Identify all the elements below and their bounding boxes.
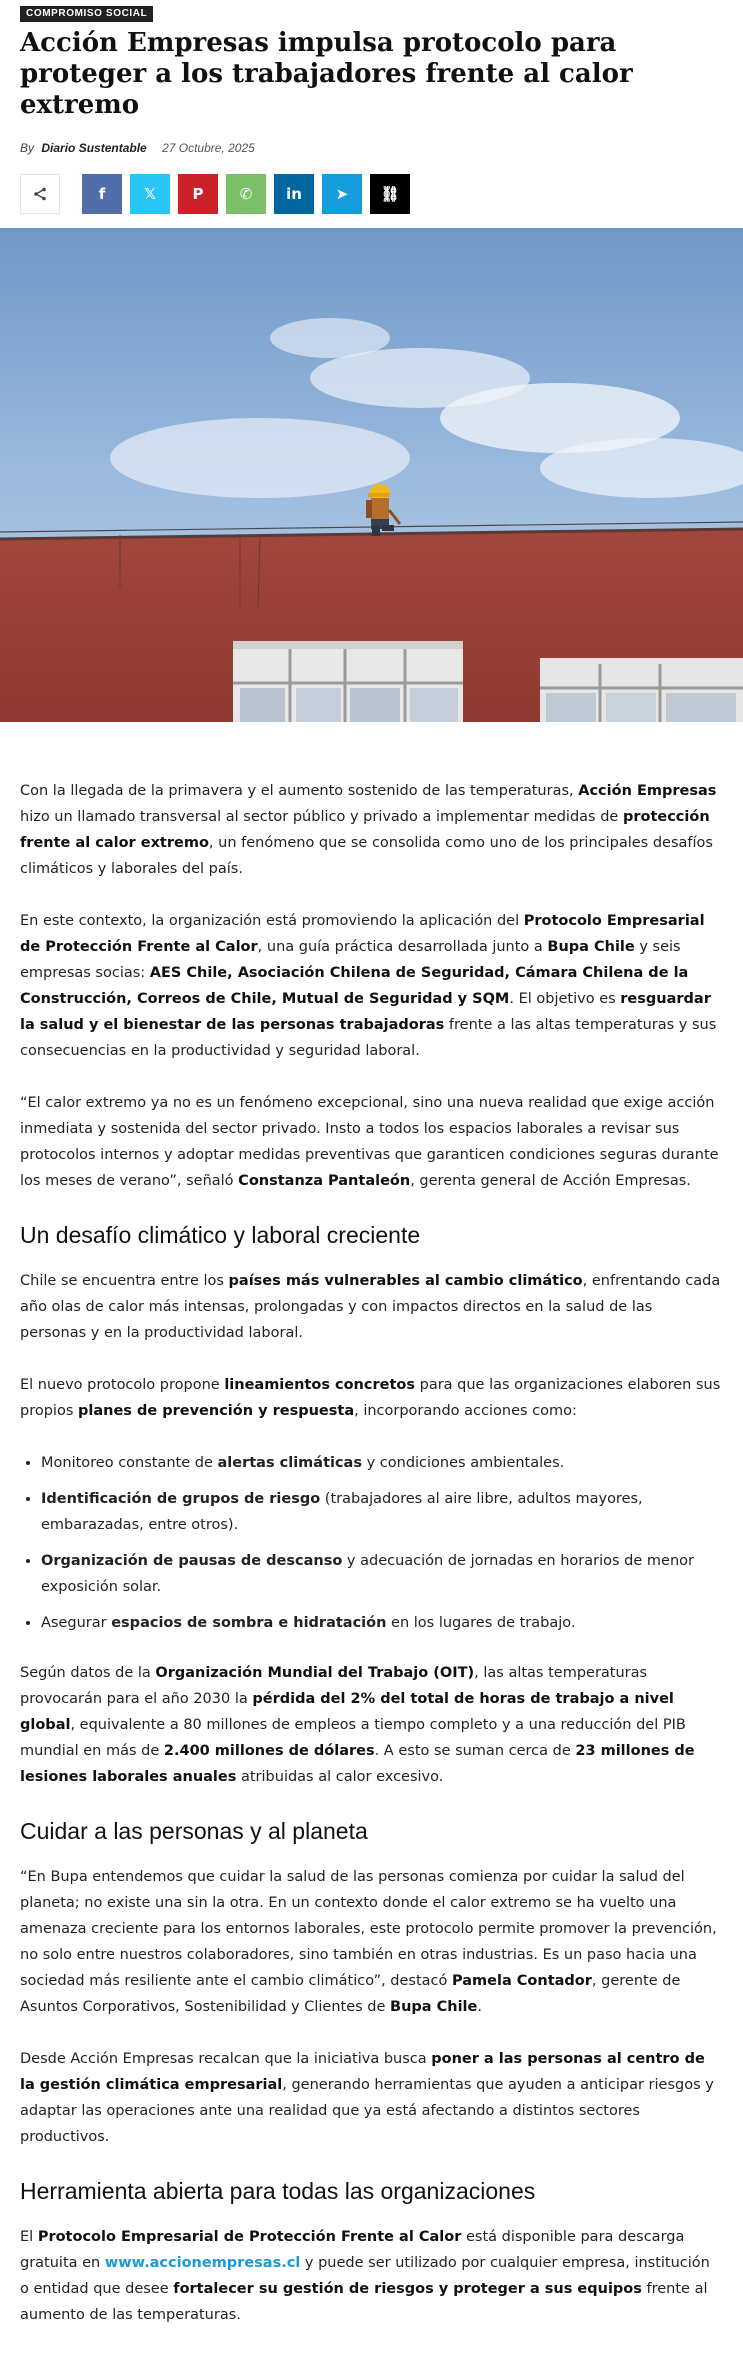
paragraph-download: El Protocolo Empresarial de Protección Frente al Calor está disponible para descarga gratuita en www.accionempresas.cl y puede ser utilizado por cualquier empresa, institución o entidad que desee fortalecer su gestión de riesgos y proteger a sus equipos frente al aumento de las temperaturas.	[20, 2229, 710, 2323]
linkedin-icon: in	[286, 185, 302, 203]
paragraph-oit-data: Según datos de la Organización Mundial del Trabajo (OIT), las altas temperaturas provocarán para el año 2030 la pérdida del 2% del total de horas de trabajo a nivel global, equivalente a 80 millones de empleos a tiempo completo y a una reducción del PIB mundial en más de 2.400 millones de dólares. A esto se suman cerca de 23 millones de lesiones laborales anuales atribuidas al calor excesivo.	[20, 1665, 695, 1785]
paragraph-quote-contador: “En Bupa entendemos que cuidar la salud de las personas comienza por cuidar la salud del planeta; no existe una sin la otra. En un contexto donde el calor extremo se ha vuelto una amenaza creciente para los entornos laborales, este protocolo permite promover la prevención, no solo entre nuestros colaboradores, sino también en otras industrias. Es un paso hacia una sociedad más resiliente ante el cambio climático”, destacó Pamela Contador, gerente de Asuntos Corporativos, Sostenibilidad y Clientes de Bupa Chile.	[20, 1869, 717, 2015]
share-pinterest-button[interactable]	[178, 174, 218, 214]
section-heading-challenge: Un desafío climático y laboral creciente	[20, 1222, 421, 1248]
x-icon: 𝕏	[143, 185, 157, 203]
article-header	[0, 0, 743, 215]
share-x-button[interactable]	[130, 174, 170, 214]
share-linkedin-button[interactable]	[274, 174, 314, 214]
whatsapp-icon: ✆	[239, 185, 253, 203]
facebook-icon: f	[98, 185, 106, 203]
list-item: • Monitoreo constante de alertas climáticas y condiciones ambientales.	[41, 1450, 723, 1476]
paragraph-guidelines: El nuevo protocolo propone lineamientos concretos para que las organizaciones elaboren sus propios planes de prevención y respuesta, incorporando acciones como:	[20, 1377, 721, 1419]
paragraph-quote-pantaleon: “El calor extremo ya no es un fenómeno excepcional, sino una nueva realidad que exige acción inmediata y sostenida del sector privado. Insto a todos los espacios laborales a revisar sus protocolos internos y adoptar medidas preventivas que garanticen condiciones seguras durante los meses de verano”, señaló Constanza Pantaleón, gerenta general de Acción Empresas.	[20, 1095, 719, 1189]
hero-image	[0, 228, 743, 722]
actions-list	[20, 1450, 723, 1636]
byline-prefix: By	[20, 141, 35, 155]
publish-date: 27 Octubre, 2025	[162, 141, 255, 155]
share-facebook-button[interactable]	[82, 174, 122, 214]
paragraph-protocol: En este contexto, la organización está promoviendo la aplicación del Protocolo Empresarial de Protección Frente al Calor, una guía práctica desarrollada junto a Bupa Chile y seis empresas socias: AES Chile, Asociación Chilena de Seguridad, Cámara Chilena de la Construcción, Correos de Chile, Mutual de Seguridad y SQM. El objetivo es resguardar la salud y el bienestar de las personas trabajadoras frente a las altas temperaturas y sus consecuencias en la productividad y seguridad laboral.	[20, 913, 717, 1059]
list-item: • Organización de pausas de descanso y adecuación de jornadas en horarios de menor exposición solar.	[41, 1548, 723, 1600]
worker-on-rooftop-illustration	[0, 228, 743, 722]
paragraph-initiative: Desde Acción Empresas recalcan que la iniciativa busca poner a las personas al centro de la gestión climática empresarial, generando herramientas que ayuden a anticipar riesgos y adaptar las operaciones ante una realidad que ya está afectando a distintos sectores productivos.	[20, 2051, 714, 2145]
share-copy-link-button[interactable]	[370, 174, 410, 214]
website-link[interactable]: www.accionempresas.cl	[104, 2255, 301, 2271]
share-toggle-button[interactable]	[20, 174, 60, 214]
article-meta	[20, 139, 723, 157]
share-telegram-button[interactable]	[322, 174, 362, 214]
share-icon	[33, 187, 47, 201]
link-icon: ⛓	[380, 185, 400, 203]
share-bar	[20, 173, 723, 215]
share-whatsapp-button[interactable]	[226, 174, 266, 214]
list-item: • Identificación de grupos de riesgo (trabajadores al aire libre, adultos mayores, embarazadas, entre otros).	[41, 1486, 723, 1538]
author-link[interactable]: Diario Sustentable	[41, 141, 147, 155]
telegram-icon: ➤	[335, 185, 349, 203]
article-title: Acción Empresas impulsa protocolo para proteger a los trabajadores frente al calor extremo	[20, 28, 633, 120]
pinterest-icon: P	[192, 185, 204, 203]
paragraph-vulnerability: Chile se encuentra entre los países más vulnerables al cambio climático, enfrentando cada año olas de calor más intensas, prolongadas y con impactos directos en la salud de las personas y en la productividad laboral.	[20, 1273, 721, 1341]
list-item: • Asegurar espacios de sombra e hidratación en los lugares de trabajo.	[41, 1610, 723, 1636]
section-heading-tool: Herramienta abierta para todas las organizaciones	[20, 2178, 536, 2204]
paragraph-intro: Con la llegada de la primavera y el aumento sostenido de las temperaturas, Acción Empresas hizo un llamado transversal al sector público y privado a implementar medidas de protección frente al calor extremo, un fenómeno que se consolida como uno de los principales desafíos climáticos y laborales del país.	[20, 783, 717, 877]
article-body	[20, 778, 723, 2354]
category-badge[interactable]: COMPROMISO SOCIAL	[20, 6, 153, 22]
section-heading-care: Cuidar a las personas y al planeta	[20, 1818, 368, 1844]
